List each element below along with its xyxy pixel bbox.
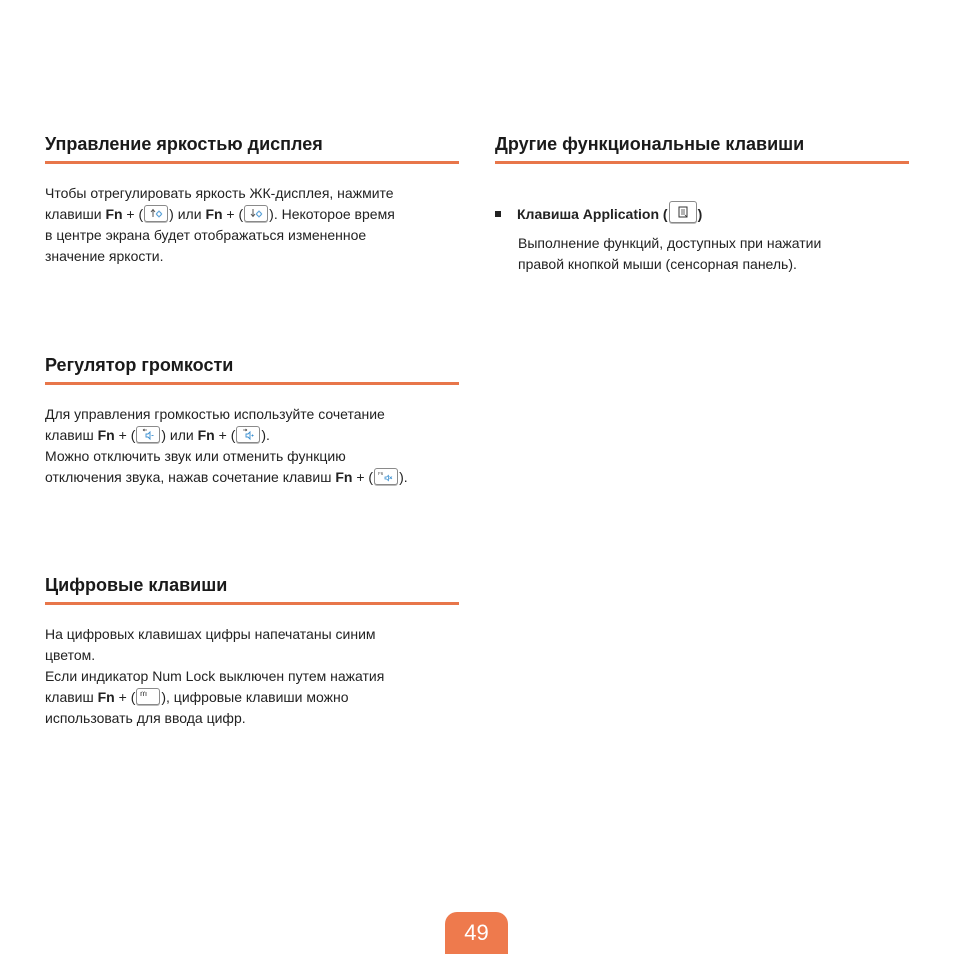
- brightness-down-key-icon: [244, 205, 268, 222]
- volume-text-part: + (: [214, 427, 236, 443]
- application-key-icon: [669, 201, 697, 223]
- volume-text-part: отключения звука, нажав сочетание клавиш: [45, 469, 336, 485]
- numeric-text-part: клавиш: [45, 689, 98, 705]
- volume-up-key-icon: [236, 426, 260, 443]
- numlock-key-icon: [136, 688, 160, 705]
- application-desc-line-2: правой кнопкой мыши (сенсорная панель).: [518, 256, 797, 272]
- application-desc-line-1: Выполнение функций, доступных при нажатии: [518, 235, 822, 251]
- numeric-text: [45, 624, 459, 729]
- numeric-line-5: использовать для ввода цифр.: [45, 710, 246, 726]
- numeric-text-part: ), цифровые клавиши можно: [161, 689, 349, 705]
- fn-key-label: Fn: [97, 689, 115, 705]
- fn-key-label: Fn: [335, 469, 353, 485]
- mute-key-label: F6: [378, 470, 384, 476]
- mute-key-icon: [374, 468, 398, 485]
- brightness-text-part: клавиши: [45, 206, 106, 222]
- application-key-label: Клавиша Application (: [517, 206, 668, 222]
- volume-text-part: ).: [399, 469, 408, 485]
- brightness-text-part: ). Некоторое время: [269, 206, 395, 222]
- volume-text-part: ).: [261, 427, 270, 443]
- other-keys-heading: Другие функциональные клавиши: [495, 133, 909, 164]
- numeric-line-2: цветом.: [45, 647, 96, 663]
- brightness-section: [45, 133, 459, 267]
- volume-text: [45, 404, 459, 488]
- brightness-line-4: значение яркости.: [45, 248, 164, 264]
- fn-key-label: Fn: [105, 206, 123, 222]
- volume-line-3: Можно отключить звук или отменить функцию: [45, 448, 346, 464]
- page-number: 49: [445, 912, 508, 954]
- fn-key-label: Fn: [205, 206, 223, 222]
- brightness-line-3: в центре экрана будет отображаться измененное: [45, 227, 367, 243]
- application-key-description: [495, 233, 909, 275]
- brightness-up-key-icon: [144, 205, 168, 222]
- application-key-item: [495, 204, 909, 225]
- volume-line-1: Для управления громкостью используйте сочетание: [45, 406, 385, 422]
- fn-key-label: Fn: [197, 427, 215, 443]
- brightness-text-part: + (: [222, 206, 244, 222]
- numeric-line-3: Если индикатор Num Lock выключен путем нажатия: [45, 668, 385, 684]
- application-key-label-close: ): [697, 206, 703, 222]
- brightness-text-part: + (: [122, 206, 144, 222]
- numeric-heading: Цифровые клавиши: [45, 574, 459, 605]
- volume-heading: Регулятор громкости: [45, 354, 459, 385]
- numeric-section: [45, 574, 459, 729]
- fn-key-label: Fn: [97, 427, 115, 443]
- volume-text-part: + (: [114, 427, 136, 443]
- brightness-text: [45, 183, 459, 267]
- brightness-line-1: Чтобы отрегулировать яркость ЖК-дисплея, нажмите: [45, 185, 394, 201]
- brightness-text-part: ) или: [169, 206, 206, 222]
- volume-section: [45, 354, 459, 488]
- volume-text-part: ) или: [161, 427, 198, 443]
- volume-text-part: + (: [352, 469, 374, 485]
- other-keys-section: [495, 133, 909, 275]
- volume-down-key-icon: [136, 426, 160, 443]
- volume-text-part: клавиш: [45, 427, 98, 443]
- numeric-line-1: На цифровых клавишах цифры напечатаны синим: [45, 626, 376, 642]
- numeric-text-part: + (: [114, 689, 136, 705]
- bullet-icon: [495, 211, 501, 217]
- brightness-heading: Управление яркостью дисплея: [45, 133, 459, 164]
